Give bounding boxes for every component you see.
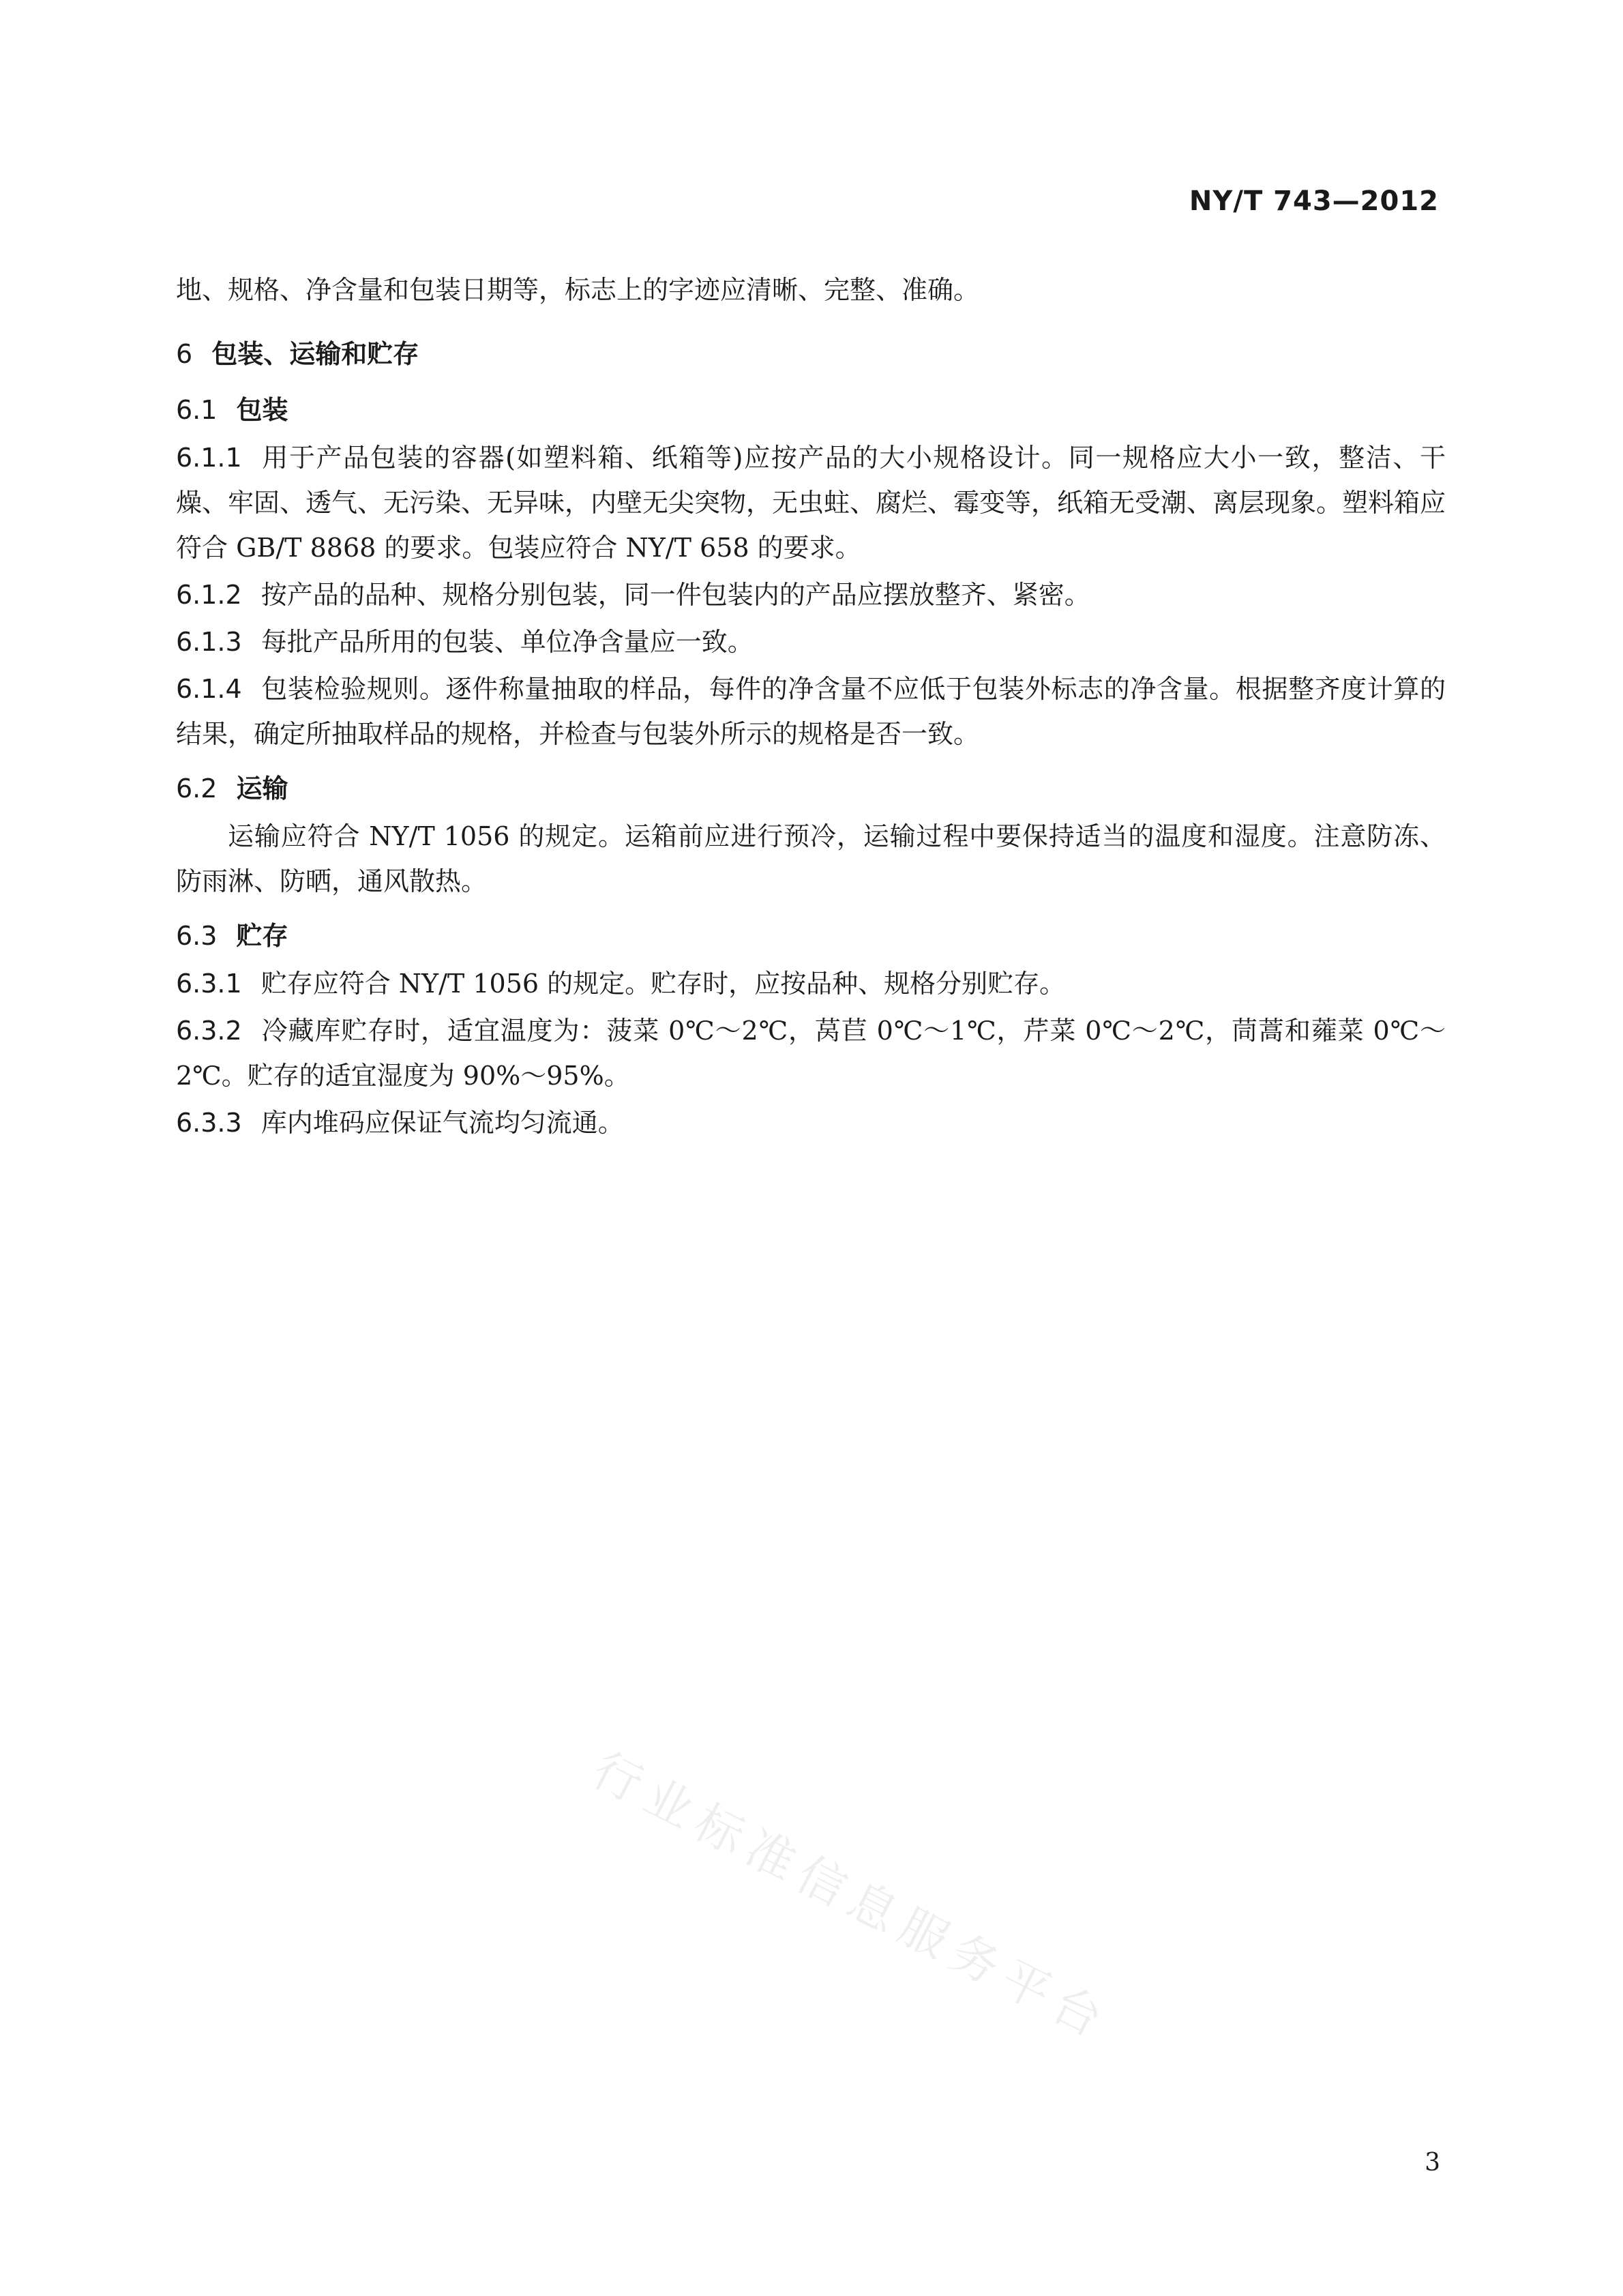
continuation-paragraph: 地、规格、净含量和包装日期等，标志上的字迹应清晰、完整、准确。 (176, 275, 980, 305)
section-title: 包装、运输和贮存 (211, 339, 419, 369)
section-title: 运输 (236, 774, 288, 804)
section-number: 6.2 (176, 774, 218, 804)
clause-number: 6.1.4 (176, 674, 242, 704)
clause-number: 6.1.3 (176, 627, 242, 657)
clause-number: 6.1.2 (176, 580, 242, 610)
section-number: 6.3 (176, 921, 218, 951)
clause-text: 包装检验规则。逐件称量抽取的样品，每件的净含量不应低于包装外标志的净含量。根据整齐度计算的结果，确定所抽取样品的规格，并检查与包装外所示的规格是否一致。 (176, 674, 1446, 749)
clause-6-3-2 (176, 1008, 1446, 1098)
clause-text: 冷藏库贮存时，适宜温度为：菠菜 0℃～2℃，莴苣 0℃～1℃，芹菜 0℃～2℃，茼蒿和蕹菜 0℃～2℃。贮存的适宜湿度为 90%～95%。 (176, 1016, 1446, 1091)
clause-number: 6.3.2 (176, 1016, 242, 1046)
section-6-1-heading (176, 387, 1446, 432)
clause-6-1-3 (176, 619, 1446, 664)
clause-6-3-1 (176, 961, 1446, 1006)
clause-6-3-3 (176, 1100, 1446, 1145)
page-number: 3 (1425, 2149, 1440, 2177)
clause-text: 每批产品所用的包装、单位净含量应一致。 (260, 627, 754, 657)
section-number: 6 (176, 339, 193, 369)
clause-6-2-text: 运输应符合 NY/T 1056 的规定。运箱前应进行预冷，运输过程中要保持适当的温度和湿度。注意防冻、防雨淋、防晒，通风散热。 (176, 821, 1446, 896)
document-body (176, 267, 1446, 1147)
clause-number: 6.3.1 (176, 969, 242, 999)
section-6-2-heading (176, 766, 1446, 811)
clause-text: 用于产品包装的容器(如塑料箱、纸箱等)应按产品的大小规格设计。同一规格应大小一致，整洁、干燥、牢固、透气、无污染、无异味，内壁无尖突物，无虫蛀、腐烂、霉变等，纸箱无受潮、离层现象。塑料箱应符合 GB/T 8868 的要求。包装应符合 NY/T 658 的要求。 (176, 443, 1446, 563)
clause-6-1-4 (176, 666, 1446, 756)
section-6-heading (176, 332, 1446, 377)
clause-6-1-1 (176, 435, 1446, 570)
section-title: 贮存 (236, 921, 288, 951)
clause-text: 库内堆码应保证气流均匀流通。 (260, 1108, 624, 1138)
clause-6-1-2 (176, 572, 1446, 617)
clause-number: 6.3.3 (176, 1108, 242, 1138)
watermark: 行业标准信息服务平台 (583, 1741, 1120, 2052)
document-code: NY/T 743—2012 (1189, 186, 1439, 217)
section-title: 包装 (236, 395, 288, 425)
section-6-3-heading (176, 913, 1446, 958)
clause-number: 6.1.1 (176, 443, 242, 473)
clause-text: 按产品的品种、规格分别包装，同一件包装内的产品应摆放整齐、紧密。 (260, 580, 1090, 610)
clause-text: 贮存应符合 NY/T 1056 的规定。贮存时，应按品种、规格分别贮存。 (260, 969, 1066, 999)
section-number: 6.1 (176, 395, 218, 425)
